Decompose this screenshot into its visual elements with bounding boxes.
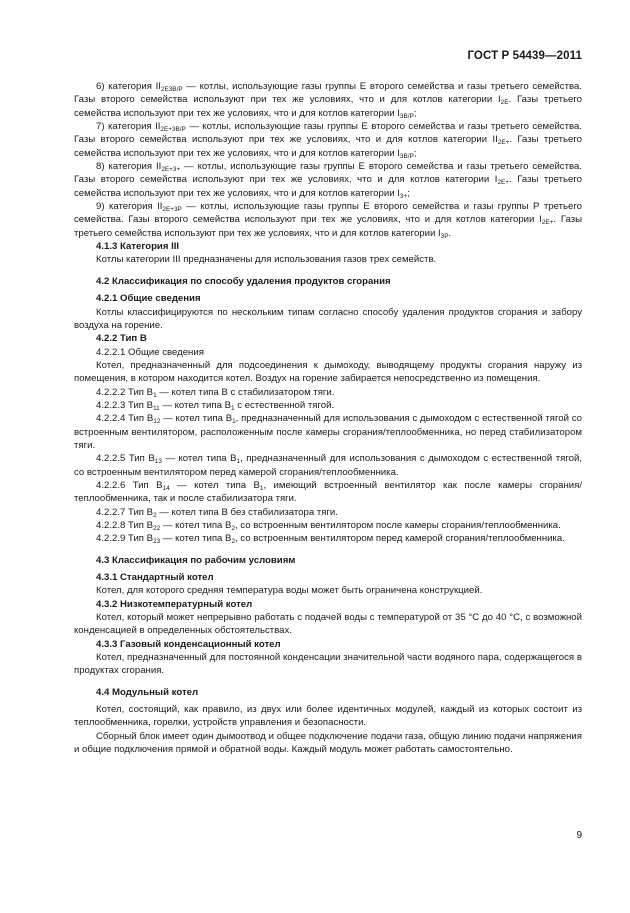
section-4-2-2-heading: 4.2.2 Тип В [96, 333, 147, 345]
section-4-4-text-1: Котел, состоящий, как правило, из двух или более идентичных модулей, каждый из которых состоит из теплообменника, горелки, устройств управления и безопасности. [74, 704, 582, 729]
section-4-2-1-text: Котлы классифицируются по нескольким типам согласно способу удаления продуктов сгорания и забору воздуха на горение. [74, 306, 582, 331]
section-4-4-heading: 4.4 Модульный котел [96, 686, 199, 698]
section-4-2-1-heading: 4.2.1 Общие сведения [96, 293, 201, 305]
page-content [74, 80, 582, 757]
section-4-2-2-1-text: Котел, предназначенный для подсоединения к дымоходу, выводящему продукты сгорания наружу из помещения, в котором находится котел. Воздух на горение забирается непосредственно из помещения. [74, 359, 582, 385]
standard-header: ГОСТ Р 54439—2011 [467, 50, 582, 62]
section-4-2-2-2: 4.2.2.2 Тип $B_1$ — котел типа B с стабилизатором тяги. [96, 386, 335, 399]
section-4-3-heading: 4.3 Классификация по рабочим условиям [96, 554, 296, 566]
category-7-paragraph: 7) категория $II_{2E+3B/P}$ — котлы, использующие газы группы Е второго семейства и газы третьего семейства. Газы второго семейства используют при тех же условиях, что и для котлов категории $II_{2E+}$. Газы третьего семейства используют при тех же условиях, что и для котлов категории $I_{3B/P}$; [74, 121, 582, 160]
category-8-paragraph: 8) категория $II_{2E+3+}$ — котлы, использующие газы группы Е второго семейства и газы третьего семейства. Газы второго семейства используют при тех же условиях, что и для котлов категории $I_{2E+}$. Газы третьего семейства используют при тех же условиях, что и для котлов категории $I_{3+}$; [74, 161, 582, 200]
section-4-2-heading: 4.2 Классификация по способу удаления продуктов сгорания [96, 275, 391, 287]
section-4-2-2-8: 4.2.2.8 Тип $B_{22}$ — котел типа $B_2$, со встроенным вентилятором после камеры сгорания/теплообменника. [96, 520, 561, 532]
section-4-1-3-heading: 4.1.3 Категория III [96, 241, 180, 253]
section-4-2-2-9: 4.2.2.9 Тип $B_{23}$ — котел типа $B_2$, со встроенным вентилятором перед камерой сгорания/теплообменника. [96, 533, 565, 546]
section-4-2-2-3: 4.2.2.3 Тип $B_{11}$ — котел типа $B_1$ с естественной тягой. [96, 399, 335, 412]
section-4-3-1-text: Котел, для которого средняя температура воды может быть ограничена конструкцией. [96, 585, 483, 597]
section-4-2-2-5: 4.2.2.5 Тип $B_{13}$ — котел типа $B_1$, предназначенный для использования с дымоходом с естественной тягой, со встроенным вентилятором перед камерой сгорания/теплообменника. [74, 453, 582, 478]
section-4-1-3-text: Котлы категории III предназначены для использования газов трех семейств. [96, 254, 437, 266]
section-4-3-1-heading: 4.3.1 Стандартный котел [96, 572, 214, 584]
section-4-2-2-7: 4.2.2.7 Тип $B_2$ — котел типа B без стабилизатора тяги. [96, 506, 338, 519]
page-number: 9 [576, 830, 582, 841]
section-4-3-2-text: Котел, который может непрерывно работать с подачей воды с температурой от 35 °С до 40 °С, с возможной конденсацией в определенных обстоятельствах. [74, 612, 582, 637]
section-4-2-2-6: 4.2.2.6 Тип $B_{14}$ — котел типа $B_1$, имеющий встроенный вентилятор как после камеры сгорания/теплообменника, так и после стабилизатора тяги. [74, 479, 582, 505]
section-4-2-2-4: 4.2.2.4 Тип $B_{12}$ — котел типа $B_1$, предназначенный для использования с дымоходом с естественной тягой со встроенным вентилятором, расположенным после камеры сгорания/теплообменника, но перед стабилизатором тяги. [74, 413, 582, 451]
category-6-paragraph: 6) категория $II_{2E3B/P}$ — котлы, использующие газы группы Е второго семейства и газы третьего семейства. Газы второго семейства используют при тех же условиях, что и для котлов категории $I_{2E}$. Газы третьего семейства используют при тех же условиях, что и для котлов категории $I_{3B/P}$; [74, 81, 582, 120]
section-4-3-3-text: Котел, предназначенный для постоянной конденсации значительной части водяного пара, содержащегося в продуктах сгорания. [74, 652, 582, 677]
section-4-3-2-heading: 4.3.2 Низкотемпературный котел [96, 598, 253, 610]
category-9-paragraph: 9) категория $II_{2E+3P}$ — котлы, использующие газы группы Е второго семейства и газы группы Р третьего семейства. Газы второго семейства используют при тех же условиях, что и для котлов категории $I_{2E+}$. Газы третьего семейства используют при тех же условиях, что и для котлов категории $I_{3P}$. [74, 201, 582, 240]
section-4-3-3-heading: 4.3.3 Газовый конденсационный котел [96, 638, 281, 650]
section-4-4-text-2: Сборный блок имеет один дымоотвод и общее подключение подачи газа, общую линию подачи напряжения и общие подключения прямой и обратной воды. Каждый модуль может работать самостоятельно. [74, 730, 582, 756]
section-4-2-2-1-heading: 4.2.2.1 Общие сведения [96, 346, 204, 358]
